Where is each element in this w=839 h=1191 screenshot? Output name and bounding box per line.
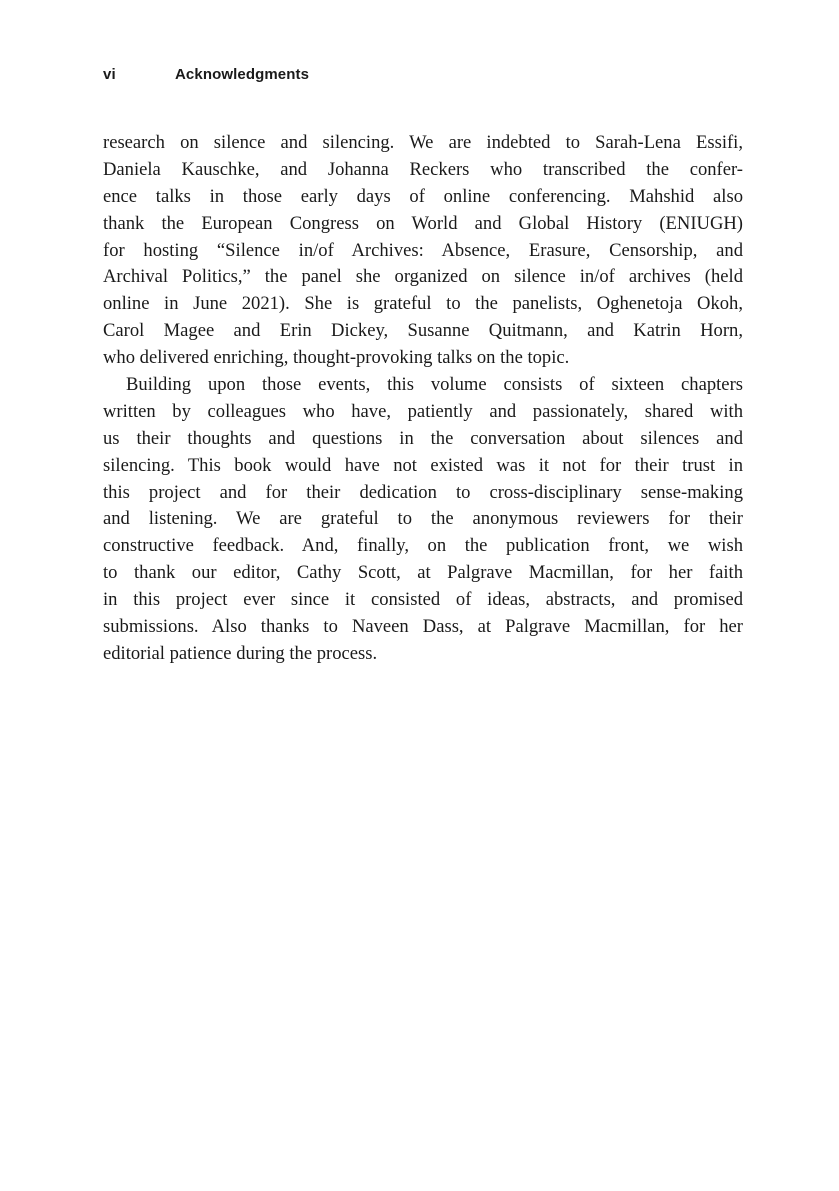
text-line: this project and for their dedication to cross-disciplinary sense-making	[103, 481, 743, 503]
paragraph	[103, 130, 743, 372]
body-text	[103, 130, 743, 668]
text-line: Archival Politics,” the panel she organized on silence in/of archives (held	[103, 266, 743, 288]
page-number: vi	[103, 66, 116, 83]
running-head	[103, 66, 309, 86]
text-line: and listening. We are grateful to the anonymous reviewers for their	[103, 508, 743, 530]
text-line: constructive feedback. And, finally, on the publication front, we wish	[103, 535, 743, 557]
text-line: ence talks in those early days of online conferencing. Mahshid also	[103, 185, 743, 207]
text-line: us their thoughts and questions in the conversation about silences and	[103, 427, 743, 449]
text-line: for hosting “Silence in/of Archives: Absence, Erasure, Censorship, and	[103, 239, 743, 261]
text-line: to thank our editor, Cathy Scott, at Palgrave Macmillan, for her faith	[103, 562, 743, 584]
text-line: written by colleagues who have, patiently and passionately, shared with	[103, 400, 743, 422]
text-line: Daniela Kauschke, and Johanna Reckers who transcribed the confer-	[103, 158, 743, 180]
text-line: silencing. This book would have not existed was it not for their trust in	[103, 454, 743, 476]
text-line: who delivered enriching, thought-provoking talks on the topic.	[103, 347, 570, 369]
text-line: Carol Magee and Erin Dickey, Susanne Quitmann, and Katrin Horn,	[103, 320, 743, 342]
running-title: Acknowledgments	[175, 66, 310, 83]
text-line: in this project ever since it consisted of ideas, abstracts, and promised	[103, 589, 743, 611]
text-line: editorial patience during the process.	[103, 642, 378, 664]
text-line: online in June 2021). She is grateful to the panelists, Oghenetoja Okoh,	[103, 293, 743, 315]
text-line: submissions. Also thanks to Naveen Dass, at Palgrave Macmillan, for her	[103, 616, 743, 638]
paragraph	[103, 372, 743, 668]
text-line: thank the European Congress on World and Global History (ENIUGH)	[103, 212, 743, 234]
text-line: research on silence and silencing. We are indebted to Sarah-Lena Essifi,	[103, 132, 743, 153]
text-line: Building upon those events, this volume consists of sixteen chapters	[126, 374, 743, 396]
